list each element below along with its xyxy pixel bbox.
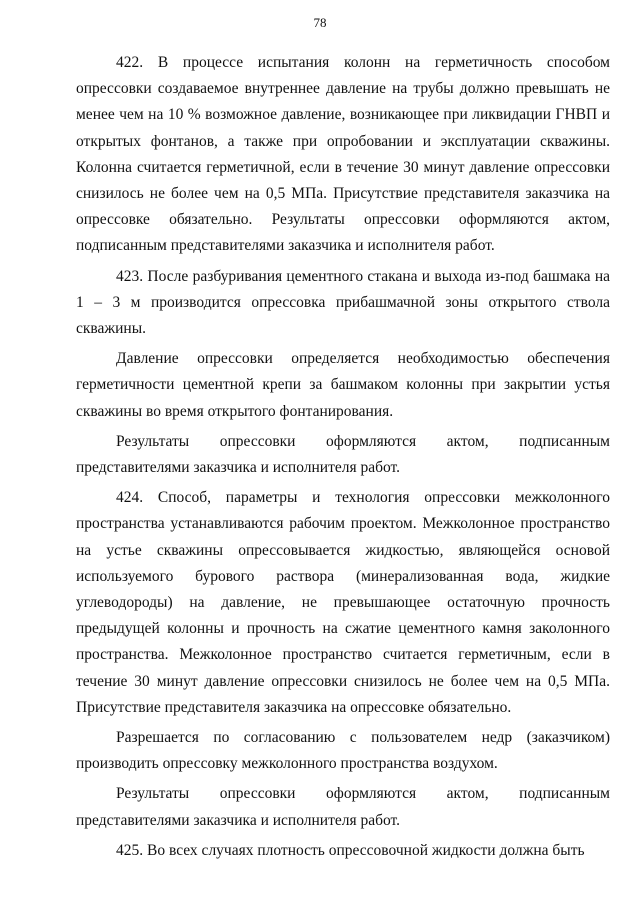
page-number: 78 [313,15,327,30]
paragraph-423: 423. После разбуривания цементного стакана и выхода из-под башмака на 1 – 3 м производится опрессовка прибашмачной зоны открытого ствола скважины. [76,267,610,338]
document-body [76,50,610,868]
paragraph-425: 425. Во всех случаях плотность опрессовочной жидкости должна быть [116,841,585,859]
paragraph-422: 422. В процессе испытания колонн на герметичность способом опрессовки создаваемое внутреннее давление на трубы должно превышать не менее чем на 10 % возможное давление, возникающее при ликвидации ГНВП и открытых фонтанов, а также при опробовании и эксплуатации скважины. Колонна считается герметичной, если в течение 30 минут давление опрессовки снизилось не более чем на 0,5 МПа. Присутствие представителя заказчика на опрессовке обязательно. Результаты опрессовки оформляются актом, подписанным представителями заказчика и исполнителя работ. [76,54,610,255]
paragraph-pressure-definition: Давление опрессовки определяется необходимостью обеспечения герметичности цементной крепи за башмаком колонны при закрытии устья скважины во время открытого фонтанирования. [76,350,610,420]
paragraph-air-permission: Разрешается по согласованию с пользователем недр (заказчиком) производить опрессовку межколонного пространства воздухом. [76,729,610,773]
paragraph-424: 424. Способ, параметры и технология опрессовки межколонного пространства устанавливаются рабочим проектом. Межколонное пространство на устье скважины опрессовывается жидкостью, являющейся основой используемого бурового раствора (минерализованная вода, жидкие углеводороды) на давление, не превышающее остаточную прочность предыдущей колонны и прочность на сжатие цементного камня заколонного пространства. Межколонное пространство считается герметичным, если в течение 30 минут давление опрессовки снизилось не более чем на 0,5 МПа. Присутствие представителя заказчика на опрессовке обязательно. [76,489,610,716]
paragraph-results-423: Результаты опрессовки оформляются актом, подписанным представителями заказчика и исполнителя работ. [76,432,610,477]
paragraph-results-424: Результаты опрессовки оформляются актом, подписанным представителями заказчика и исполнителя работ. [76,785,610,829]
